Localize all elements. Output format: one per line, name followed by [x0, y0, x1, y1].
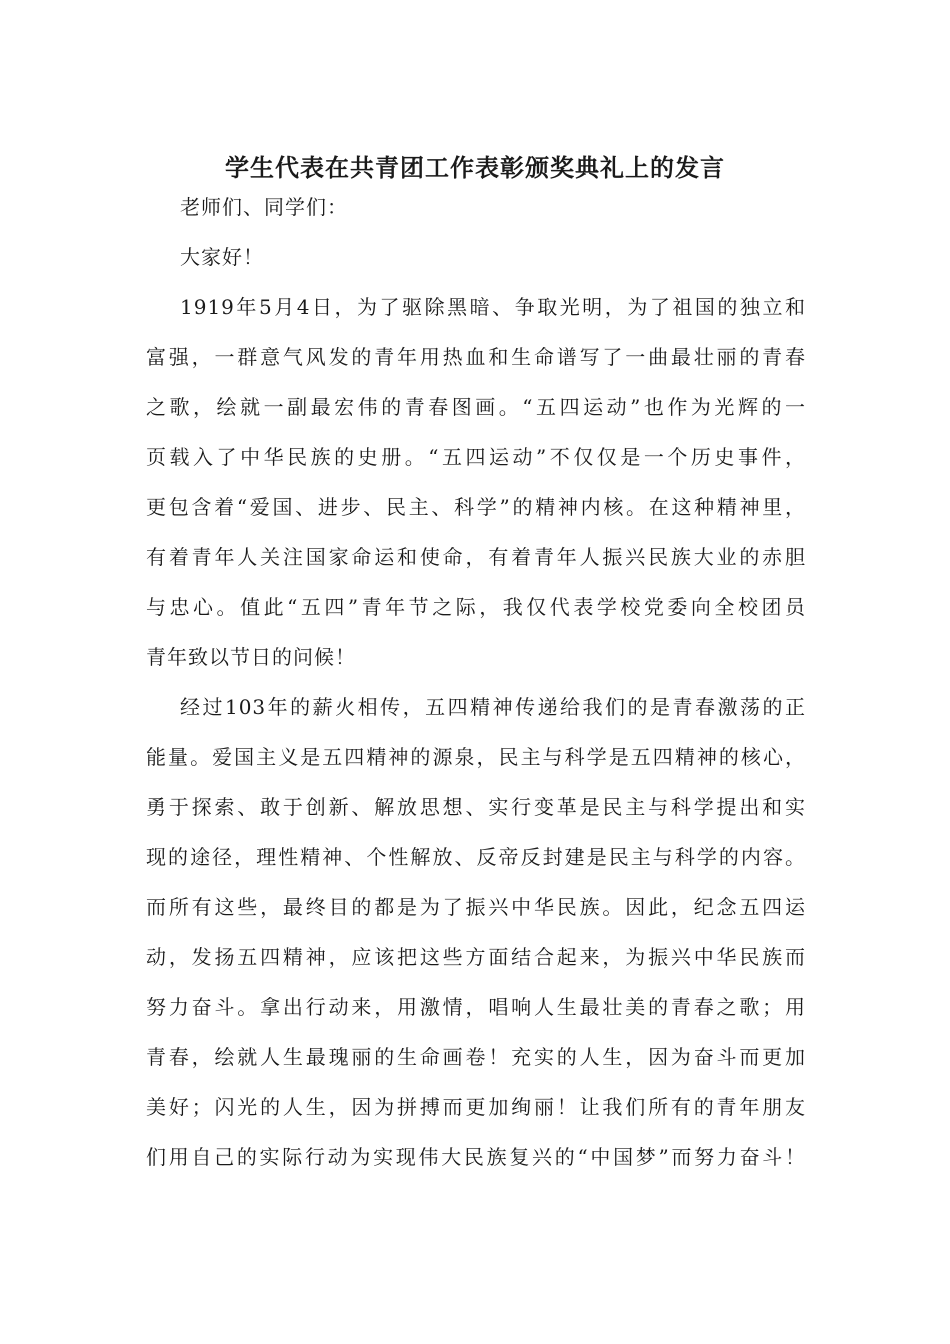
paragraph-1-line-6: 有着青年人关注国家命运和使命，有着青年人振兴民族大业的赤胆: [146, 545, 806, 569]
paragraph-1-line-2: 富强，一群意气风发的青年用热血和生命谱写了一曲最壮丽的青春: [146, 345, 806, 369]
paragraph-1-line-4: 页载入了中华民族的史册。“五四运动”不仅仅是一个历史事件，: [146, 445, 806, 469]
paragraph-2-line-6: 动，发扬五四精神，应该把这些方面结合起来，为振兴中华民族而: [146, 945, 806, 969]
paragraph-2-line-7: 努力奋斗。拿出行动来，用激情，唱响人生最壮美的青春之歌；用: [146, 995, 806, 1019]
paragraph-2-line-8: 青春，绘就人生最瑰丽的生命画卷！充实的人生，因为奋斗而更加: [146, 1045, 806, 1069]
paragraph-1-line-3: 之歌，绘就一副最宏伟的青春图画。“五四运动”也作为光辉的一: [146, 395, 806, 419]
document-title: 学生代表在共青团工作表彰颁奖典礼上的发言: [225, 153, 725, 182]
paragraph-2-line-3: 勇于探索、敢于创新、解放思想、实行变革是民主与科学提出和实: [146, 795, 806, 819]
paragraph-2-line-5: 而所有这些，最终目的都是为了振兴中华民族。因此，纪念五四运: [146, 895, 806, 919]
salutation-line: 老师们、同学们：: [180, 195, 348, 219]
greeting-line: 大家好！: [180, 245, 264, 269]
paragraph-1-line-5: 更包含着“爱国、进步、民主、科学”的精神内核。在这种精神里，: [146, 495, 806, 519]
paragraph-1-line-1: 1919年5月4日，为了驱除黑暗、争取光明，为了祖国的独立和: [180, 295, 806, 319]
paragraph-2-line-10: 们用自己的实际行动为实现伟大民族复兴的“中国梦”而努力奋斗！: [146, 1145, 806, 1169]
paragraph-2-line-4: 现的途径，理性精神、个性解放、反帝反封建是民主与科学的内容。: [146, 845, 806, 869]
paragraph-2-line-9: 美好；闪光的人生，因为拼搏而更加绚丽！让我们所有的青年朋友: [146, 1095, 806, 1119]
paragraph-1-line-7: 与忠心。值此“五四”青年节之际，我仅代表学校党委向全校团员: [146, 595, 806, 619]
paragraph-1-line-8: 青年致以节日的问候！: [146, 645, 356, 669]
paragraph-2-line-2: 能量。爱国主义是五四精神的源泉，民主与科学是五四精神的核心，: [146, 745, 806, 769]
paragraph-2-line-1: 经过103年的薪火相传，五四精神传递给我们的是青春激荡的正: [180, 695, 806, 719]
